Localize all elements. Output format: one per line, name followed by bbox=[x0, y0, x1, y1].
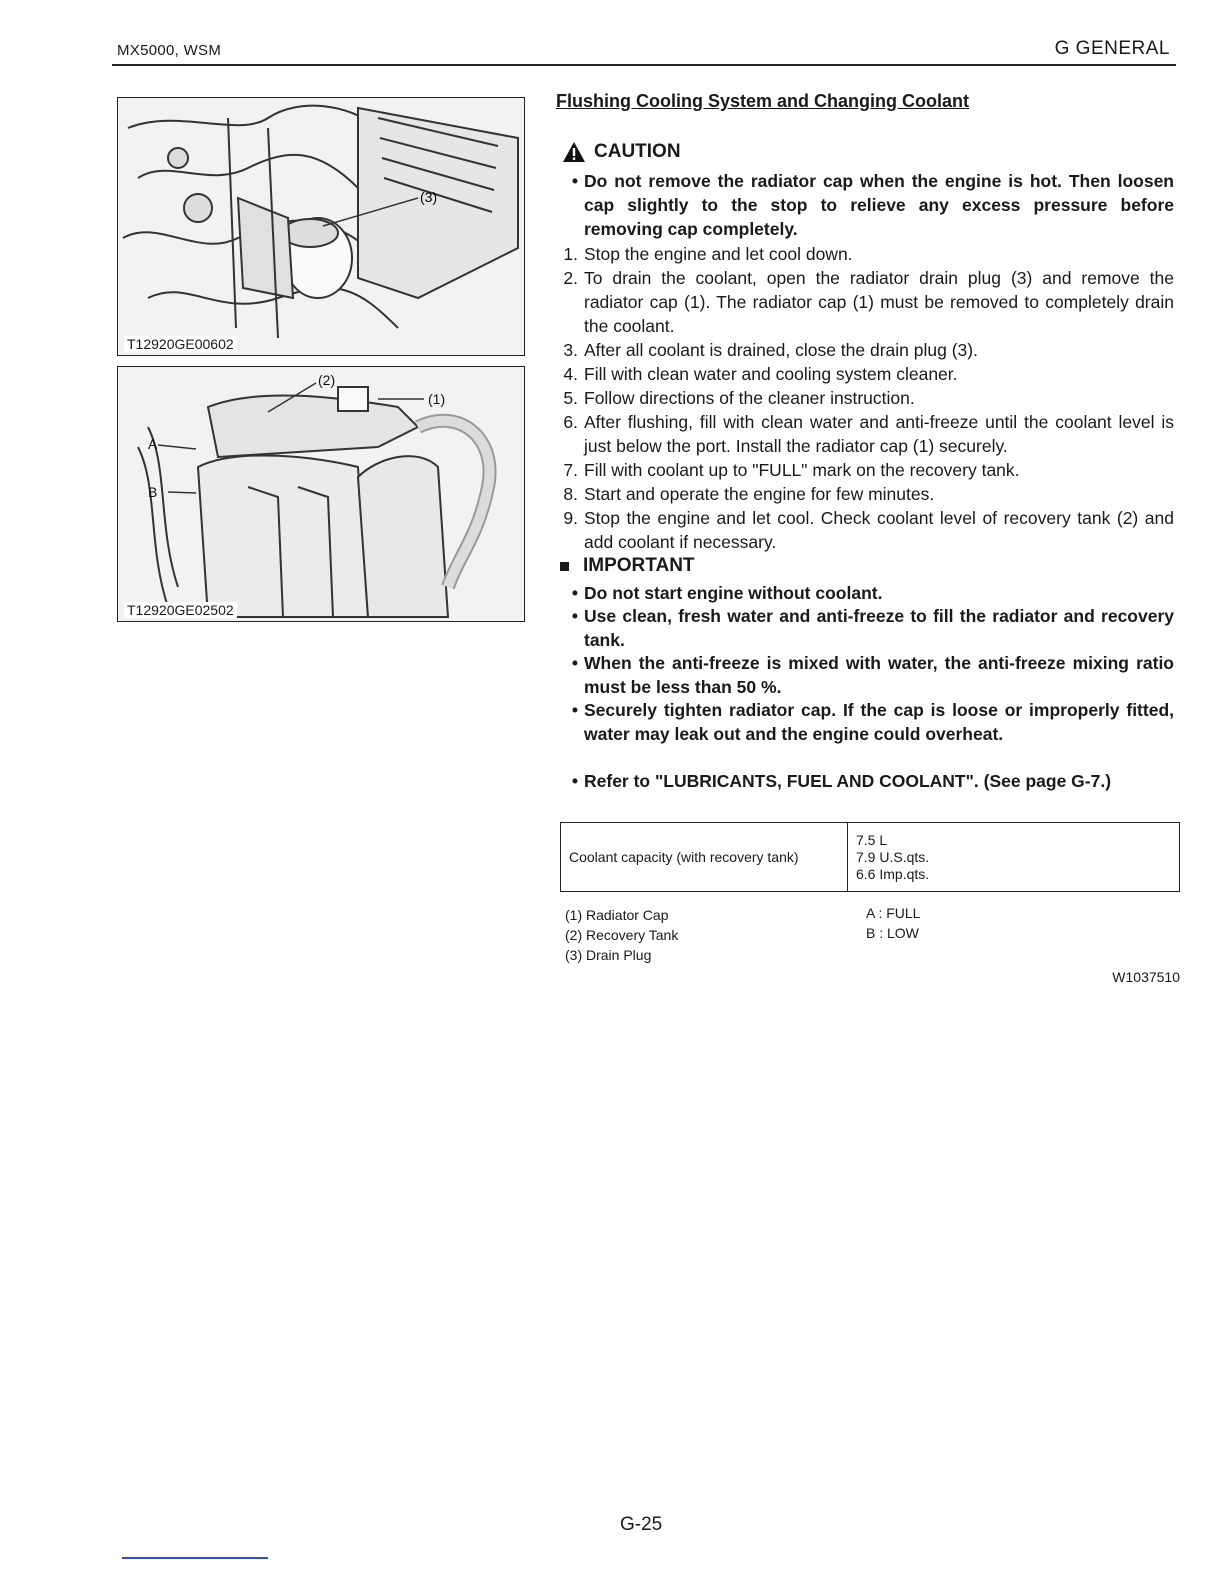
legend-parts bbox=[565, 905, 678, 965]
capacity-liters: 7.5 L bbox=[856, 831, 888, 848]
step-text: Follow directions of the cleaner instruction. bbox=[584, 388, 915, 408]
document-code: W1037510 bbox=[1112, 969, 1180, 985]
important-bullet-2: • Use clean, fresh water and anti-freeze to fill the radiator and recovery tank. bbox=[571, 606, 1174, 650]
figure-engine-drain-plug bbox=[117, 97, 525, 356]
important-bullet-4: • Securely tighten radiator cap. If the cap is loose or improperly fitted, water may leak out and the engine could overheat. bbox=[571, 700, 1174, 744]
callout-b: B bbox=[148, 484, 158, 500]
capacity-label: Coolant capacity (with recovery tank) bbox=[561, 823, 848, 892]
callout-a: A bbox=[148, 436, 158, 452]
important-label: IMPORTANT bbox=[583, 555, 695, 576]
engine-illustration bbox=[118, 98, 524, 355]
step-7: 7. Fill with coolant up to "FULL" mark on the recovery tank. bbox=[556, 458, 1174, 482]
legend-levels bbox=[866, 903, 920, 943]
step-text: Stop the engine and let cool down. bbox=[584, 244, 853, 264]
footer-link-line bbox=[122, 1557, 268, 1559]
step-5: 5. Follow directions of the cleaner instruction. bbox=[556, 386, 1174, 410]
caution-label: CAUTION bbox=[594, 141, 681, 162]
legend-item: (3) Drain Plug bbox=[565, 947, 652, 963]
square-bullet-icon bbox=[560, 562, 569, 571]
important-bullet-3: • When the anti-freeze is mixed with water, the anti-freeze mixing ratio must be less than 50 %. bbox=[571, 653, 1174, 697]
caution-text: Do not remove the radiator cap when the engine is hot. Then loosen cap slightly to the stop to relieve any excess pressure before removing cap completely. bbox=[584, 171, 1174, 239]
step-text: After all coolant is drained, close the drain plug (3). bbox=[584, 340, 978, 360]
step-9: 9. Stop the engine and let cool. Check coolant level of recovery tank (2) and add coolant if necessary. bbox=[563, 508, 1174, 552]
important-text: Refer to "LUBRICANTS, FUEL AND COOLANT". (See page G-7.) bbox=[584, 771, 1112, 791]
figure-code: T12920GE02502 bbox=[124, 602, 237, 618]
legend-item: B : LOW bbox=[866, 925, 919, 941]
figure-code: T12920GE00602 bbox=[124, 336, 237, 352]
caution-bullet: • Do not remove the radiator cap when the engine is hot. Then loosen cap slightly to the stop to relieve any excess pressure before removing cap completely. bbox=[571, 171, 1174, 239]
step-text: Fill with coolant up to "FULL" mark on the recovery tank. bbox=[584, 460, 1020, 480]
step-4: 4. Fill with clean water and cooling system cleaner. bbox=[556, 362, 1174, 386]
capacity-imp-quarts: 6.6 Imp.qts. bbox=[856, 865, 930, 882]
step-2: 2. To drain the coolant, open the radiator drain plug (3) and remove the radiator cap (1). The radiator cap (1) must be removed to completely drain the coolant. bbox=[563, 268, 1174, 336]
capacity-values bbox=[848, 823, 1180, 892]
step-6: 6. After flushing, fill with clean water and anti-freeze until the coolant level is just below the port. Install the radiator cap (1) securely. bbox=[563, 412, 1174, 456]
step-text: Start and operate the engine for few minutes. bbox=[584, 484, 935, 504]
page-number: G-25 bbox=[620, 1514, 663, 1535]
legend-item: (2) Recovery Tank bbox=[565, 927, 679, 943]
step-3: 3. After all coolant is drained, close the drain plug (3). bbox=[556, 338, 1174, 362]
important-text: When the anti-freeze is mixed with water, the anti-freeze mixing ratio must be less than 50 %. bbox=[584, 653, 1174, 697]
header-model: MX5000, WSM bbox=[117, 42, 222, 59]
important-bullet-5: • Refer to "LUBRICANTS, FUEL AND COOLANT". (See page G-7.) bbox=[556, 769, 1174, 793]
coolant-capacity-table bbox=[560, 822, 1180, 892]
step-8: 8. Start and operate the engine for few minutes. bbox=[556, 482, 1174, 506]
warning-triangle-icon bbox=[562, 141, 586, 163]
header-rule bbox=[112, 64, 1176, 66]
step-text: To drain the coolant, open the radiator drain plug (3) and remove the radiator cap (1). The radiator cap (1) must be removed to completely drain the coolant. bbox=[584, 268, 1174, 336]
important-text: Do not start engine without coolant. bbox=[584, 583, 883, 603]
caution-heading bbox=[562, 141, 681, 163]
capacity-us-quarts: 7.9 U.S.qts. bbox=[856, 848, 930, 865]
important-text: Securely tighten radiator cap. If the cap is loose or improperly fitted, water may leak out and the engine could overheat. bbox=[584, 700, 1174, 744]
section-title: Flushing Cooling System and Changing Coolant bbox=[556, 91, 969, 111]
step-text: Stop the engine and let cool. Check coolant level of recovery tank (2) and add coolant if necessary. bbox=[584, 508, 1174, 552]
important-text: Use clean, fresh water and anti-freeze to fill the radiator and recovery tank. bbox=[584, 606, 1174, 650]
legend-item: (1) Radiator Cap bbox=[565, 907, 669, 923]
figure-recovery-tank bbox=[117, 366, 525, 622]
step-1: 1. Stop the engine and let cool down. bbox=[556, 242, 1174, 266]
callout-2: (2) bbox=[318, 372, 336, 388]
legend-item: A : FULL bbox=[866, 905, 921, 921]
step-text: Fill with clean water and cooling system cleaner. bbox=[584, 364, 958, 384]
step-text: After flushing, fill with clean water and anti-freeze until the coolant level is just below the port. Install the radiator cap (1) securely. bbox=[584, 412, 1174, 456]
important-heading bbox=[560, 555, 695, 577]
recovery-tank-illustration bbox=[118, 367, 524, 621]
callout-1: (1) bbox=[428, 391, 446, 407]
header-section: G GENERAL bbox=[1054, 38, 1170, 59]
callout-3: (3) bbox=[420, 189, 438, 205]
important-bullet-1: • Do not start engine without coolant. bbox=[556, 581, 1174, 605]
